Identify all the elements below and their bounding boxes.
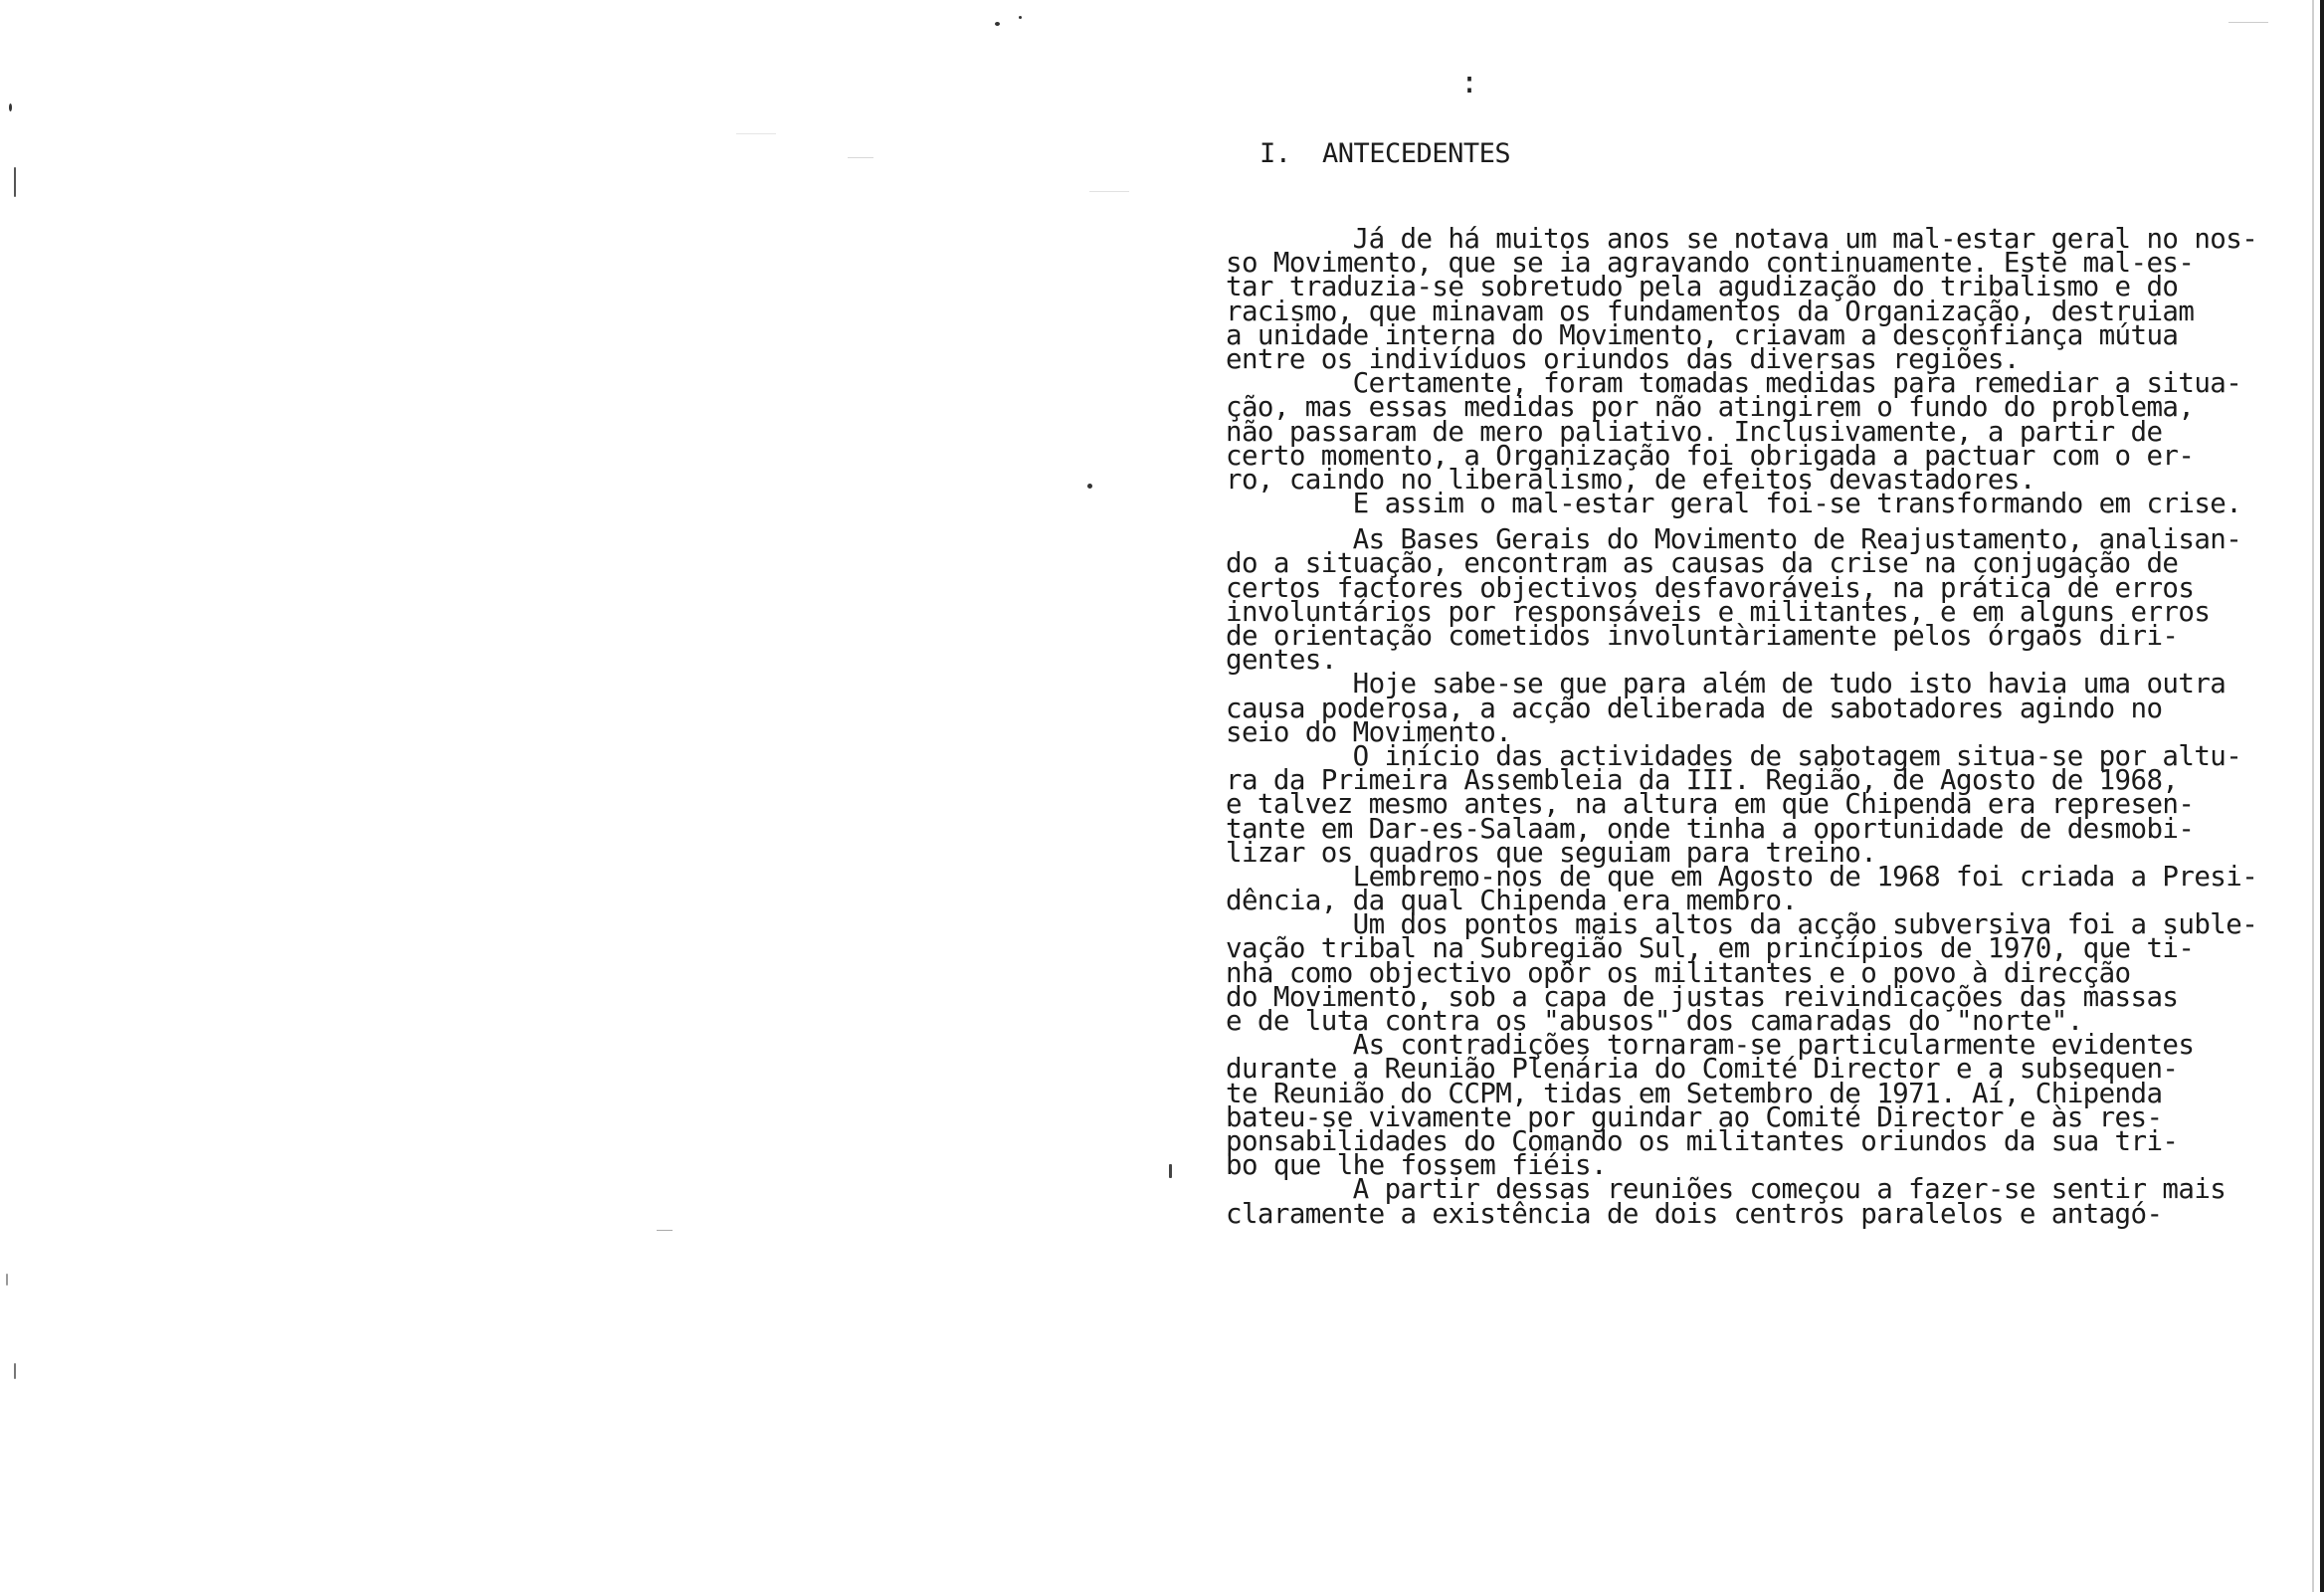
paragraph <box>1226 739 2320 869</box>
text-line: causa poderosa, a acção deliberada de sabotadores agindo no <box>1226 692 2163 724</box>
text-line: seio do Movimento. <box>1226 715 1512 748</box>
text-line: de orientação cometidos involuntàriamente pelos órgaõs diri- <box>1226 620 2179 653</box>
paragraph <box>1226 523 2320 677</box>
paragraph <box>1226 1173 2320 1230</box>
text-line: certo momento, a Organização foi obrigada a pactuar com o er- <box>1226 439 2195 472</box>
text-line: vação tribal na Subregião Sul, em princípios de 1970, que ti- <box>1226 932 2195 965</box>
text-line: claramente a existência de dois centros paralelos e antagó- <box>1226 1197 2163 1230</box>
paragraph-container <box>1226 223 2320 1230</box>
paragraph <box>1226 1029 2320 1182</box>
text-line: ponsabilidades do Comando os militantes oriundos da sua tri- <box>1226 1124 2179 1157</box>
text-line: Um dos pontos mais altos da acção subversiva foi a suble- <box>1226 908 2258 941</box>
text-line: ro, caindo no liberalismo, de efeitos devastadores. <box>1226 463 2035 496</box>
text-line: Certamente, foram tomadas medidas para remediar a situa- <box>1226 367 2242 400</box>
text-line: racismo, que minavam os fundamentos da Organização, destruiam <box>1226 295 2195 327</box>
text-line: As contradições tornaram-se particularmente evidentes <box>1226 1029 2195 1062</box>
document-body <box>1226 95 2320 1274</box>
text-line: dência, da qual Chipenda era membro. <box>1226 885 1798 917</box>
text-line: O início das actividades de sabotagem situa-se por altu- <box>1226 739 2242 772</box>
text-line: entre os indivíduos oriundos das diversas regiões. <box>1226 342 2020 375</box>
text-line: nha como objectivo opôr os militantes e o povo à direcção <box>1226 956 2131 989</box>
text-line: A partir dessas reuniões começou a fazer-se sentir mais <box>1226 1173 2227 1206</box>
text-line: durante a Reunião Plenária do Comité Director e a subsequen- <box>1226 1053 2179 1086</box>
scan-colon-mark: : <box>1460 66 1479 100</box>
page-edge <box>2320 0 2324 1592</box>
text-line: te Reunião do CCPM, tidas em Setembro de 1971. Aí, Chipenda <box>1226 1077 2163 1109</box>
text-line: do a situação, encontram as causas da crise na conjugação de <box>1226 547 2179 580</box>
scan-speck <box>1169 1164 1172 1178</box>
text-line: ra da Primeira Assembleia da III. Região, de Agosto de 1968, <box>1226 764 2179 797</box>
text-line: não passaram de mero paliativo. Inclusivamente, a partir de <box>1226 415 2163 448</box>
text-line: involuntários por responsáveis e militantes, e em alguns erros <box>1226 595 2211 628</box>
scan-speck <box>995 22 1000 26</box>
paragraph <box>1226 860 2320 917</box>
text-line: Hoje sabe-se que para além de tudo isto havia uma outra <box>1226 668 2227 700</box>
paragraph <box>1226 488 2320 520</box>
text-line: gentes. <box>1226 644 1337 677</box>
scan-mark <box>736 133 776 134</box>
text-line: e talvez mesmo antes, na altura em que Chipenda era represen- <box>1226 788 2195 821</box>
paragraph <box>1226 668 2320 748</box>
scan-speck <box>1087 484 1092 489</box>
text-line: bateu-se vivamente por guindar ao Comité Director e às res- <box>1226 1100 2163 1133</box>
text-line: bo que lhe fossem fiéis. <box>1226 1149 1607 1182</box>
text-line: E assim o mal-estar geral foi-se transformando em crise. <box>1226 488 2242 520</box>
scan-speck <box>9 103 12 111</box>
text-line: tar traduzia-se sobretudo pela agudização do tribalismo e do <box>1226 271 2179 303</box>
scan-mark <box>848 157 873 158</box>
text-line: so Movimento, que se ia agravando continuamente. Este mal-es- <box>1226 247 2195 280</box>
text-line: a unidade interna do Movimento, criavam a desconfiança mútua <box>1226 318 2179 351</box>
text-line: Lembremo-nos de que em Agosto de 1968 foi criada a Presi- <box>1226 860 2258 893</box>
scan-mark <box>657 1230 673 1231</box>
scan-mark <box>1089 191 1129 192</box>
text-line: tante em Dar-es-Salaam, onde tinha a oportunidade de desmobi- <box>1226 812 2195 845</box>
section-heading: I. ANTECEDENTES <box>1259 138 1511 170</box>
scan-speck <box>1019 16 1022 19</box>
text-line: ção, mas essas medidas por não atingirem o fundo do problema, <box>1226 391 2195 424</box>
scan-mark <box>2228 22 2268 23</box>
text-line: Já de há muitos anos se notava um mal-estar geral no nos- <box>1226 223 2258 256</box>
paragraph <box>1226 223 2320 375</box>
scan-speck <box>14 167 16 197</box>
text-line: As Bases Gerais do Movimento de Reajustamento, analisan- <box>1226 523 2242 556</box>
text-line: certos factores objectivos desfavoráveis, na prática de erros <box>1226 571 2195 604</box>
paragraph <box>1226 908 2320 1038</box>
paragraph <box>1226 367 2320 496</box>
text-line: do Movimento, sob a capa de justas reivindicações das massas <box>1226 980 2179 1013</box>
text-line: e de luta contra os "abusos" dos camaradas do "norte". <box>1226 1005 2083 1038</box>
scan-speck <box>14 1363 16 1379</box>
text-line: lizar os quadros que seguiam para treino. <box>1226 836 1877 869</box>
scan-speck <box>6 1274 8 1286</box>
